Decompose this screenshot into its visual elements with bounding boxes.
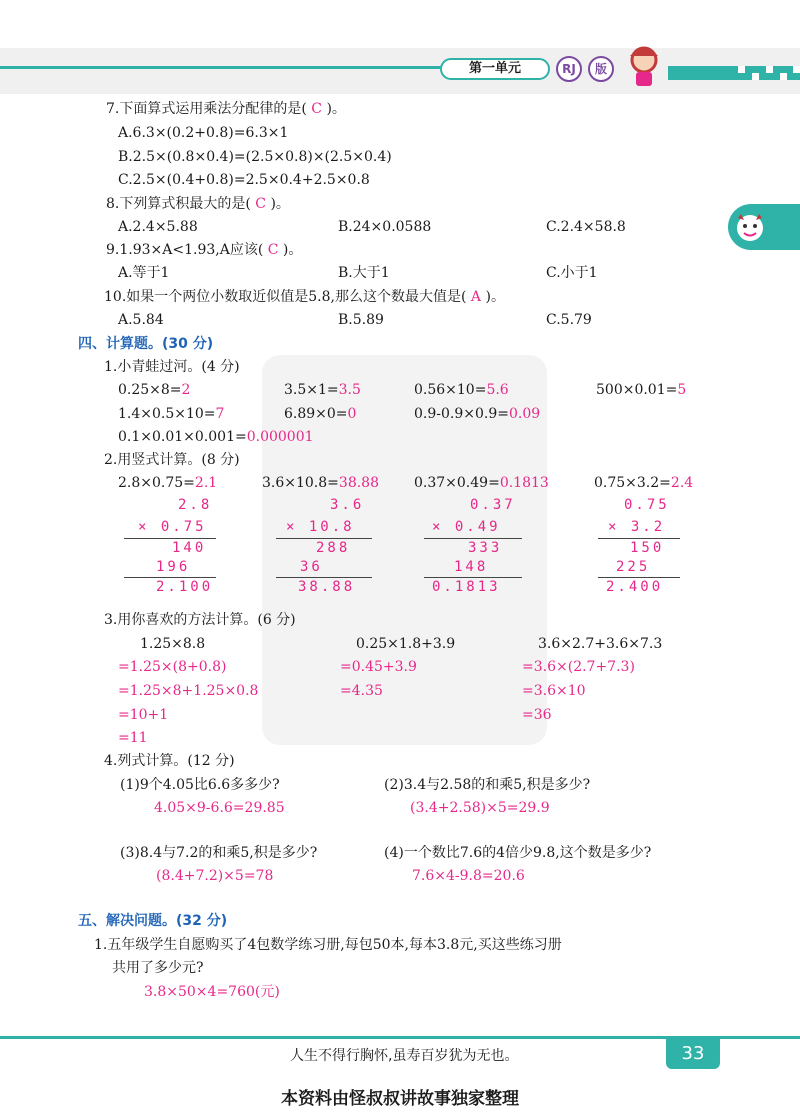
- simplify-problem: 1.25×8.8: [140, 636, 206, 652]
- vertical-multiplier: × 0.75: [138, 519, 207, 535]
- frog-item: 0.25×8=2: [118, 382, 191, 398]
- word-problem: (4)一个数比7.6的4倍少9.8,这个数是多少?: [384, 845, 652, 861]
- vertical-result: 2.400: [606, 579, 664, 595]
- part-4-title: 4.列式计算。(12 分): [104, 753, 235, 769]
- vertical-partial-2: 36: [300, 559, 323, 575]
- frog-item: 500×0.01=5: [596, 382, 687, 398]
- frog-item: 3.5×1=3.5: [284, 382, 361, 398]
- simplify-step: =4.35: [340, 683, 383, 699]
- footer-note: 本资料由怪叔叔讲故事独家整理: [281, 1089, 519, 1109]
- vertical-top: 0.75: [624, 497, 670, 513]
- checker-decoration-icon: [668, 62, 800, 86]
- vertical-top: 2.8: [178, 497, 213, 513]
- section-5-title: 五、解决问题。(32 分): [78, 913, 228, 929]
- q9-option-a: A.等于1: [118, 265, 170, 281]
- q9-option-b: B.大于1: [338, 265, 390, 281]
- page-number: 33: [666, 1039, 720, 1069]
- unit-label: 第一单元: [440, 58, 550, 80]
- vertical-problem: 0.75×3.2=2.4: [594, 475, 694, 491]
- q8-stem: 8.下列算式积最大的是( C )。: [106, 196, 290, 212]
- vertical-top: 3.6: [330, 497, 365, 513]
- q10-option-b: B.5.89: [338, 312, 384, 328]
- frog-item: 1.4×0.5×10=7: [118, 406, 225, 422]
- problem-1-line-2: 共用了多少元?: [112, 960, 204, 976]
- vertical-partial-2: 148: [454, 559, 489, 575]
- vertical-partial-1: 140: [172, 540, 207, 556]
- frog-item: 6.89×0=0: [284, 406, 357, 422]
- cartoon-girl-icon: [618, 40, 668, 88]
- simplify-step: =10+1: [118, 707, 169, 723]
- section-4-title: 四、计算题。(30 分): [78, 336, 214, 352]
- simplify-step: =3.6×10: [522, 683, 586, 699]
- part-3-title: 3.用你喜欢的方法计算。(6 分): [104, 612, 296, 628]
- q9-answer: C: [267, 242, 279, 258]
- simplify-step: =1.25×8+1.25×0.8: [118, 683, 259, 699]
- vertical-result: 38.88: [298, 579, 356, 595]
- problem-1-line-1: 1.五年级学生自愿购买了4包数学练习册,每包50本,每本3.8元,买这些练习册: [94, 937, 562, 953]
- word-problem: (3)8.4与7.2的和乘5,积是多少?: [120, 845, 318, 861]
- vertical-problem: 2.8×0.75=2.1: [118, 475, 218, 491]
- word-problem-answer: 4.05×9-6.6=29.85: [154, 800, 285, 816]
- q7-answer: C: [311, 101, 322, 117]
- q9-option-c: C.小于1: [546, 265, 598, 281]
- vertical-multiplier: × 0.49: [432, 519, 501, 535]
- vertical-partial-2: 196: [156, 559, 191, 575]
- q8-answer: C: [255, 196, 266, 212]
- q10-option-a: A.5.84: [118, 312, 164, 328]
- frog-item: 0.9-0.9×0.9=0.09: [414, 406, 541, 422]
- simplify-problem: 3.6×2.7+3.6×7.3: [538, 636, 663, 652]
- q8-option-a: A.2.4×5.88: [118, 219, 198, 235]
- word-problem: (1)9个4.05比6.6多多少?: [120, 777, 280, 793]
- footer-motto: 人生不得行胸怀,虽寿百岁犹为无也。: [290, 1048, 519, 1064]
- part-1-title: 1.小青蛙过河。(4 分): [104, 359, 240, 375]
- q10-answer: A: [470, 289, 482, 305]
- vertical-result: 0.1813: [432, 579, 501, 595]
- vertical-top: 0.37: [470, 497, 516, 513]
- vertical-problem: 0.37×0.49=0.1813: [414, 475, 549, 491]
- word-problem-answer: (3.4+2.58)×5=29.9: [410, 800, 550, 816]
- vertical-result: 2.100: [156, 579, 214, 595]
- word-problem: (2)3.4与2.58的和乘5,积是多少?: [384, 777, 591, 793]
- vertical-partial-1: 288: [316, 540, 351, 556]
- simplify-step: =3.6×(2.7+7.3): [522, 659, 635, 675]
- vertical-multiplier: × 10.8: [286, 519, 355, 535]
- part-2-title: 2.用竖式计算。(8 分): [104, 452, 240, 468]
- word-problem-answer: (8.4+7.2)×5=78: [156, 868, 274, 884]
- mascot-icon: [733, 210, 767, 244]
- frog-item: 0.56×10=5.6: [414, 382, 509, 398]
- simplify-step: =36: [522, 707, 552, 723]
- frog-item: 0.1×0.01×0.001=0.000001: [118, 429, 314, 445]
- simplify-problem: 0.25×1.8+3.9: [356, 636, 456, 652]
- q10-option-c: C.5.79: [546, 312, 592, 328]
- ban-badge: 版: [588, 56, 614, 82]
- word-problem-answer: 7.6×4-9.8=20.6: [412, 868, 525, 884]
- q7-stem: 7.下面算式运用乘法分配律的是( C )。: [106, 101, 346, 117]
- q10-stem: 10.如果一个两位小数取近似值是5.8,那么这个数最大值是( A )。: [104, 289, 505, 305]
- vertical-partial-1: 333: [468, 540, 503, 556]
- vertical-multiplier: × 3.2: [608, 519, 666, 535]
- q7-option-a: A.6.3×(0.2+0.8)=6.3×1: [118, 125, 289, 141]
- q7-option-c: C.2.5×(0.4+0.8)=2.5×0.4+2.5×0.8: [118, 172, 370, 188]
- vertical-partial-2: 225: [616, 559, 651, 575]
- simplify-step: =0.45+3.9: [340, 659, 417, 675]
- vertical-partial-1: 150: [630, 540, 665, 556]
- problem-1-answer: 3.8×50×4=760(元): [144, 984, 280, 1000]
- q7-option-b: B.2.5×(0.8×0.4)=(2.5×0.8)×(2.5×0.4): [118, 149, 392, 165]
- vertical-problem: 3.6×10.8=38.88: [262, 475, 379, 491]
- q9-stem: 9.1.93×A<1.93,A应该( C )。: [106, 242, 303, 258]
- q8-option-b: B.24×0.0588: [338, 219, 432, 235]
- rj-badge: RJ: [556, 56, 582, 82]
- simplify-step: =11: [118, 730, 148, 746]
- q8-option-c: C.2.4×58.8: [546, 219, 626, 235]
- header-rule: [0, 66, 470, 69]
- simplify-step: =1.25×(8+0.8): [118, 659, 227, 675]
